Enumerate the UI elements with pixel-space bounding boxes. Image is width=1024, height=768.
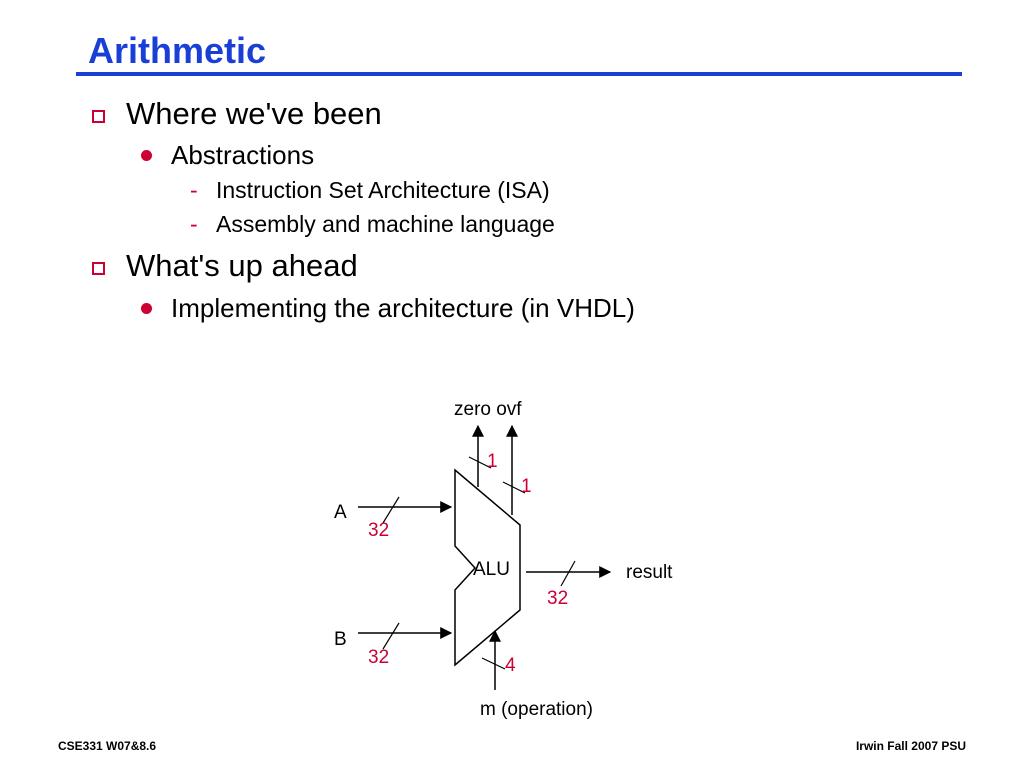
dash-bullet-icon: - [190,177,198,203]
ovf-width: 1 [521,476,532,497]
operation-slash [482,658,505,669]
alu-label: ALU [473,559,510,580]
input-b-slash [383,623,399,649]
operation-width: 4 [505,655,516,676]
result-slash [561,561,575,586]
bullet-implementing: Implementing the architecture (in VHDL) [171,293,635,323]
footer-course: CSE331 W07&8.6 [58,739,157,753]
result-width: 32 [547,588,569,609]
input-b-width: 32 [368,647,390,668]
dash-bullet-icon: - [190,211,198,237]
bullet-isa: Instruction Set Architecture (ISA) [216,177,550,203]
input-a-width: 32 [368,520,390,541]
zero-ovf-label: zero ovf [454,399,522,420]
slide-title: Arithmetic [88,30,267,71]
operation-label: m (operation) [480,699,593,720]
input-b-label: B [334,629,347,650]
bullet-where-weve-been: Where we've been [126,96,382,131]
bullet-assembly: Assembly and machine language [216,211,555,237]
bullet-abstractions: Abstractions [171,140,315,170]
footer-credit: Irwin Fall 2007 PSU [855,739,966,753]
result-label: result [626,562,673,583]
bullet-whats-up-ahead: What's up ahead [126,248,358,283]
zero-width: 1 [487,451,498,472]
input-a-label: A [334,502,347,523]
